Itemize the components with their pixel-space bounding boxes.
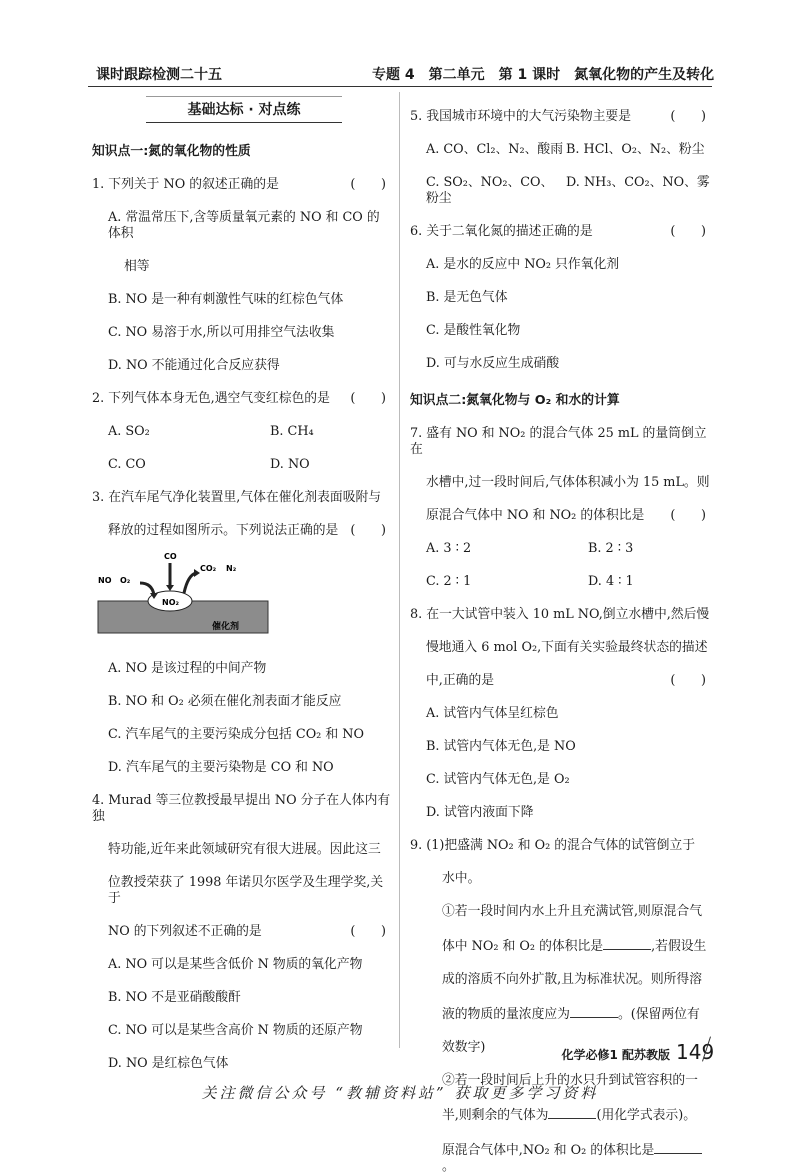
- line-text: B. NO 是一种有刺激性气味的红棕色气体: [108, 292, 344, 307]
- line-text: 效数字): [442, 1040, 486, 1055]
- no-label: NO: [98, 576, 112, 585]
- answer-paren: ( ): [350, 391, 386, 406]
- line-text: 。: [442, 1159, 455, 1174]
- line-text: 。(保留两位有: [617, 1007, 700, 1022]
- option: [410, 640, 712, 656]
- header-rule: [88, 86, 712, 87]
- line-text: 4. Murad 等三位教授最早提出 NO 分子在人体内有独: [92, 793, 391, 824]
- option-row: [410, 175, 712, 207]
- book-tag: 化学必修1 配苏教版: [561, 1048, 670, 1062]
- line-text: C. NO 易溶于水,所以可用排空气法收集: [108, 325, 335, 340]
- question-stem: [92, 490, 392, 506]
- knowledge-point-heading: 知识点一:氮的氧化物的性质: [92, 144, 251, 159]
- line-text: (用化学式表示)。: [596, 1108, 697, 1123]
- question-stem: [410, 109, 712, 125]
- option: [410, 673, 712, 689]
- answer-paren: ( ): [670, 508, 706, 523]
- line-text: 原混合气体中 NO 和 NO₂ 的体积比是: [426, 508, 645, 523]
- n2-label: N₂: [226, 564, 237, 573]
- co2-label: CO₂: [200, 564, 217, 573]
- line-text: 水槽中,过一段时间后,气体体积减小为 15 mL。则: [426, 475, 710, 490]
- line-text: 水中。: [442, 871, 481, 886]
- line-text: C. 是酸性氧化物: [426, 323, 521, 338]
- header-right: 专题 4 第二单元 第 1 课时 氮氧化物的产生及转化: [372, 67, 715, 83]
- line-text: ①若一段时间内水上升且充满试管,则原混合气: [442, 904, 703, 919]
- co-label: CO: [164, 552, 177, 561]
- line-text: C. NO 可以是某些含高价 N 物质的还原产物: [108, 1023, 363, 1038]
- option: [92, 727, 392, 743]
- line-text: 释放的过程如图所示。下列说法正确的是: [108, 523, 339, 538]
- option: [92, 210, 392, 242]
- option: [92, 957, 392, 973]
- option: [92, 924, 392, 940]
- question-stem: [410, 224, 712, 240]
- line-text: B. NO 不是亚硝酸酸酐: [108, 990, 241, 1005]
- o2-label: O₂: [120, 576, 131, 585]
- question-stem: [410, 838, 712, 854]
- line-text: D. 汽车尾气的主要污染物是 CO 和 NO: [108, 760, 334, 775]
- question-line: [410, 937, 712, 955]
- option: [92, 694, 392, 710]
- line-text: 3. 在汽车尾气净化装置里,气体在催化剂表面吸附与: [92, 490, 382, 505]
- option: D. NH₃、CO₂、NO、雾: [566, 175, 710, 190]
- option: [92, 842, 392, 858]
- line-text: ,若假设生: [651, 939, 707, 954]
- page-number: 149: [676, 1040, 715, 1064]
- line-text: NO 的下列叙述不正确的是: [108, 924, 262, 939]
- line-text: 位教授荣获了 1998 年诺贝尔医学及生理学奖,关于: [108, 875, 384, 906]
- question-line: [410, 1141, 712, 1175]
- line-text: 成的溶质不向外扩散,且为标准状况。则所得溶: [442, 972, 703, 987]
- line-text: 中,正确的是: [426, 673, 495, 688]
- line-text: D. 试管内液面下降: [426, 805, 534, 820]
- option: [92, 760, 392, 776]
- option: [410, 739, 712, 755]
- option: C. CO: [108, 457, 146, 472]
- option: [410, 475, 712, 491]
- line-text: 体中 NO₂ 和 O₂ 的体积比是: [442, 939, 604, 954]
- question-stem: [410, 426, 712, 458]
- answer-paren: ( ): [350, 523, 386, 538]
- line-text: 7. 盛有 NO 和 NO₂ 的混合气体 25 mL 的量筒倒立在: [410, 426, 707, 457]
- line-text: B. 试管内气体无色,是 NO: [426, 739, 576, 754]
- option: [410, 805, 712, 821]
- section-banner: 基础达标 · 对点练: [146, 96, 342, 123]
- option: [92, 875, 392, 907]
- option: B. HCl、O₂、N₂、粉尘: [566, 142, 705, 157]
- line-text: 慢地通入 6 mol O₂,下面有关实验最终状态的描述: [426, 640, 708, 655]
- question-stem: [92, 391, 392, 407]
- question-stem: [92, 177, 392, 193]
- header-left: 课时跟踪检测二十五: [96, 67, 222, 83]
- answer-blank: [603, 937, 651, 950]
- answer-paren: ( ): [670, 224, 706, 239]
- option: [410, 706, 712, 722]
- line-text: 2. 下列气体本身无色,遇空气变红棕色的是: [92, 391, 330, 406]
- answer-paren: ( ): [670, 673, 706, 688]
- option: D. NO: [270, 457, 310, 472]
- answer-blank: [654, 1141, 702, 1154]
- line-text: B. NO 和 O₂ 必须在催化剂表面才能反应: [108, 694, 342, 709]
- question-line: [410, 1106, 712, 1124]
- line-text: A. NO 可以是某些含低价 N 物质的氧化产物: [108, 957, 363, 972]
- catalyst-svg: [92, 549, 278, 639]
- catalyst-diagram: [92, 549, 392, 644]
- option: [410, 871, 712, 887]
- line-text: 特功能,近年来此领域研究有很大进展。因此这三: [108, 842, 381, 857]
- option: D. 4 ∶ 1: [588, 574, 634, 589]
- line-text: D. 可与水反应生成硝酸: [426, 356, 560, 371]
- line-text: A. 常温常压下,含等质量氧元素的 NO 和 CO 的体积: [108, 210, 380, 241]
- option: C. SO₂、NO₂、CO、粉尘: [426, 175, 554, 206]
- question-line: [410, 1005, 712, 1023]
- line-text: 相等: [124, 259, 150, 274]
- left-column: [92, 96, 392, 1072]
- option: A. 3 ∶ 2: [426, 541, 472, 556]
- line-text: 原混合气体中,NO₂ 和 O₂ 的体积比是: [442, 1143, 655, 1158]
- option: [410, 257, 712, 273]
- option: B. CH₄: [270, 424, 314, 439]
- line-text: D. NO 是红棕色气体: [108, 1056, 229, 1071]
- option: A. SO₂: [108, 424, 150, 439]
- option: [92, 325, 392, 341]
- option: [410, 508, 712, 524]
- line-text: ②若一段时间后上升的水只升到试管容积的一: [442, 1073, 698, 1088]
- option: [410, 972, 712, 988]
- option: [92, 990, 392, 1006]
- line-text: C. 汽车尾气的主要污染成分包括 CO₂ 和 NO: [108, 727, 364, 742]
- line-text: 5. 我国城市环境中的大气污染物主要是: [410, 109, 632, 124]
- line-text: A. NO 是该过程的中间产物: [108, 661, 267, 676]
- question-stem: [92, 793, 392, 825]
- line-text: C. 试管内气体无色,是 O₂: [426, 772, 570, 787]
- option: [92, 358, 392, 374]
- option: [410, 772, 712, 788]
- column-divider: [399, 92, 400, 1048]
- line-text: 8. 在一大试管中装入 10 mL NO,倒立水槽中,然后慢: [410, 607, 710, 622]
- answer-paren: ( ): [350, 177, 386, 192]
- option-row: [92, 457, 392, 473]
- option: [92, 1056, 392, 1072]
- right-column: [410, 92, 715, 1175]
- option: [92, 523, 392, 539]
- answer-paren: ( ): [670, 109, 706, 124]
- answer-blank: [570, 1005, 618, 1018]
- line-text: 液的物质的量浓度应为: [442, 1007, 570, 1022]
- line-text: A. 试管内气体呈红棕色: [426, 706, 559, 721]
- catalyst-label: 催化剂: [212, 622, 240, 632]
- option-row: [92, 424, 392, 440]
- option: C. 2 ∶ 1: [426, 574, 472, 589]
- answer-paren: ( ): [350, 924, 386, 939]
- no2-label: NO₂: [162, 598, 179, 607]
- option-row: [410, 142, 712, 158]
- question-stem: [410, 607, 712, 623]
- answer-blank: [548, 1106, 596, 1119]
- option: A. CO、Cl₂、N₂、酸雨: [426, 142, 563, 157]
- option: [92, 661, 392, 677]
- option: B. 2 ∶ 3: [588, 541, 634, 556]
- option-row: [410, 541, 712, 557]
- option: [92, 259, 392, 275]
- line-text: 9. (1)把盛满 NO₂ 和 O₂ 的混合气体的试管倒立于: [410, 838, 696, 853]
- option: [92, 1023, 392, 1039]
- line-text: D. NO 不能通过化合反应获得: [108, 358, 280, 373]
- line-text: 6. 关于二氧化氮的描述正确的是: [410, 224, 593, 239]
- line-text: 半,则剩余的气体为: [442, 1108, 549, 1123]
- option: [410, 356, 712, 372]
- handwritten-note: 关注微信公众号 “教辅资料站” 获取更多学习资料: [201, 1084, 599, 1102]
- option: [92, 292, 392, 308]
- option: [410, 290, 712, 306]
- line-text: A. 是水的反应中 NO₂ 只作氧化剂: [426, 257, 620, 272]
- knowledge-point-heading: 知识点二:氮氧化物与 O₂ 和水的计算: [410, 393, 620, 408]
- option: [410, 904, 712, 920]
- option-row: [410, 574, 712, 590]
- line-text: 1. 下列关于 NO 的叙述正确的是: [92, 177, 279, 192]
- line-text: B. 是无色气体: [426, 290, 508, 305]
- option: [410, 323, 712, 339]
